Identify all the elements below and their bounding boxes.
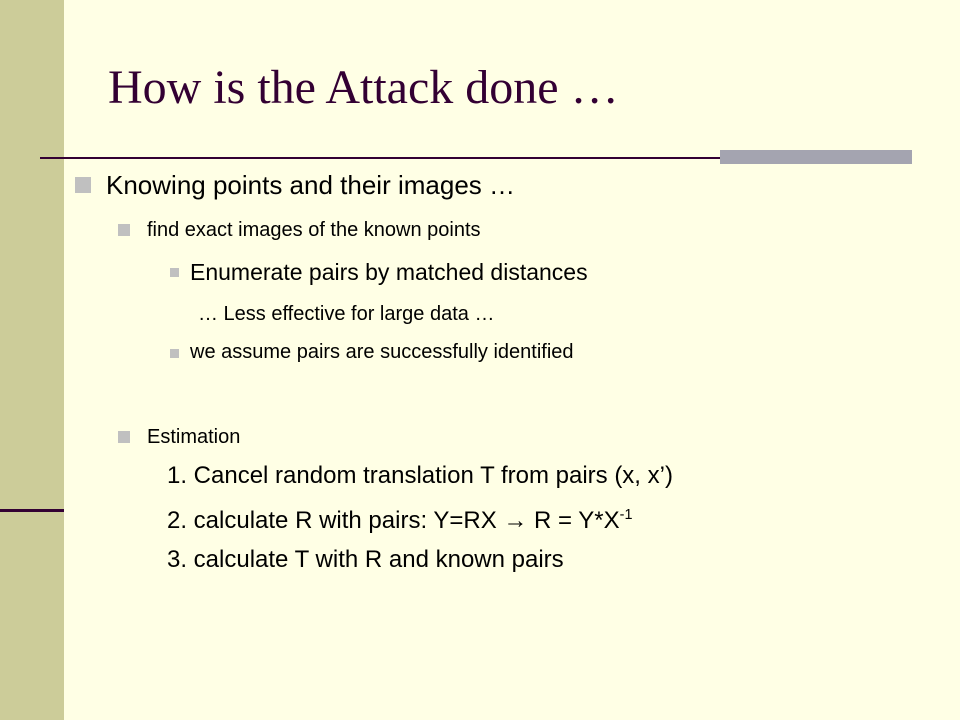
square-bullet-icon: [118, 431, 130, 443]
bullet-assume-pairs: we assume pairs are successfully identified: [190, 341, 574, 363]
step-3-calculate-t: 3. calculate T with R and known pairs: [167, 546, 564, 573]
left-sidebar-band: [0, 0, 64, 720]
square-bullet-icon: [118, 224, 130, 236]
bullet-enumerate-pairs: Enumerate pairs by matched distances: [190, 259, 588, 285]
step-2-calculate-r: [167, 506, 632, 536]
bullet-find-exact-images: find exact images of the known points: [147, 219, 481, 241]
right-arrow-icon: →: [503, 507, 528, 534]
bullet-estimation: Estimation: [147, 426, 241, 448]
step-1-cancel-translation: 1. Cancel random translation T from pairs (x, x’): [167, 462, 673, 489]
square-bullet-icon: [170, 268, 179, 277]
square-bullet-icon: [75, 177, 91, 193]
bullet-knowing-points: Knowing points and their images …: [106, 170, 516, 200]
square-bullet-icon: [170, 349, 179, 358]
note-less-effective: … Less effective for large data …: [198, 303, 495, 325]
step-2-prefix: 2. calculate R with pairs: Y=RX: [167, 507, 504, 534]
step-2-suffix: R = Y*X: [527, 507, 620, 534]
slide-title: How is the Attack done …: [108, 61, 619, 114]
step-2-exponent: -1: [619, 507, 633, 523]
sidebar-divider: [0, 509, 64, 512]
title-underline-accent: [720, 150, 912, 164]
